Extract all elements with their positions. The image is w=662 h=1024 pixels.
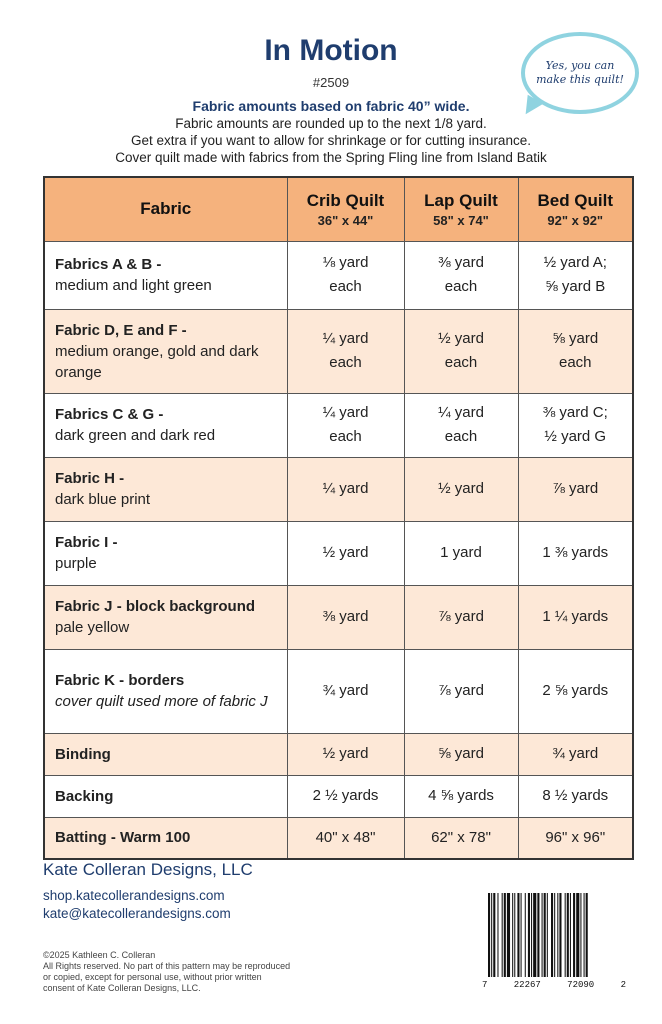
barcode-bar [559, 893, 561, 977]
amount-text: ¼ yard [322, 480, 369, 497]
amount-cell-bed [518, 775, 633, 817]
amount-cell-crib [287, 775, 404, 817]
fabric-name-cell [44, 309, 287, 393]
table-row [44, 817, 633, 859]
amount-text: ½ yard [438, 330, 484, 347]
amount-text: ½ yard [322, 544, 369, 561]
amount-text: ⅜ yard C; [542, 404, 608, 421]
fabric-description: pale yellow [55, 619, 130, 636]
amount-text: ½ yard G [544, 428, 607, 445]
barcode-bar [554, 893, 555, 977]
amount-cell-bed [518, 393, 633, 457]
amount-text: ⅝ yard B [545, 278, 606, 295]
amount-text: 4 ⅝ yards [428, 787, 494, 804]
amount-text: ⅞ yard [438, 608, 484, 625]
amount-text: 62" x 78" [431, 828, 491, 846]
barcode-bar [504, 893, 506, 977]
table-row [44, 521, 633, 585]
amount-cell-bed [518, 585, 633, 649]
amount-cell-bed [518, 241, 633, 309]
fabric-name-cell [44, 521, 287, 585]
barcode-bar [565, 893, 566, 977]
fabric-description: cover quilt used more of fabric J [55, 693, 268, 710]
fabric-description: purple [55, 555, 97, 572]
amount-text: ⅝ yard [438, 745, 484, 762]
amount-cell-lap [404, 457, 518, 521]
fabric-name-cell [44, 393, 287, 457]
amount-text: each [329, 278, 362, 295]
column-header-bed: Bed Quilt 92" x 92" [518, 177, 633, 241]
website-link[interactable]: shop.katecollerandesigns.com [43, 888, 225, 903]
fabric-name: Backing [55, 787, 114, 805]
table-header-row [44, 177, 633, 241]
barcode-bar [514, 893, 515, 977]
amount-text: ¼ yard [322, 330, 369, 347]
amount-text: ½ yard A; [543, 254, 607, 271]
amount-text: ⅛ yard [322, 254, 369, 271]
amount-cell-lap [404, 733, 518, 775]
fabric-name-cell [44, 733, 287, 775]
fabric-description: dark green and dark red [55, 427, 216, 444]
intro-line: Cover quilt made with fabrics from the Spring Fling line from Island Batik [115, 150, 547, 165]
amount-text: ¾ yard [322, 682, 369, 699]
column-header-fabric: Fabric [44, 177, 287, 241]
barcode-bar [521, 893, 522, 977]
amount-cell-bed [518, 521, 633, 585]
table-row [44, 457, 633, 521]
intro-line: Fabric amounts are rounded up to the next 1/8 yard. [175, 116, 487, 131]
intro-line: Get extra if you want to allow for shrinkage or for cutting insurance. [131, 133, 531, 148]
amount-cell-lap [404, 775, 518, 817]
amount-cell-crib [287, 241, 404, 309]
barcode-bar [512, 893, 513, 977]
amount-text: ¾ yard [552, 745, 599, 762]
amount-cell-crib [287, 393, 404, 457]
fabric-name: Fabrics C & G - [55, 406, 164, 423]
table-row [44, 775, 633, 817]
barcode-bar [488, 893, 490, 977]
amount-text: each [444, 428, 478, 445]
amount-cell-crib [287, 521, 404, 585]
barcode-bar [531, 893, 532, 977]
fabric-name-cell [44, 457, 287, 521]
table-row [44, 393, 633, 457]
amount-text: ¼ yard [438, 404, 484, 421]
fabric-name: Fabric D, E and F - [55, 321, 187, 339]
intro-text [0, 98, 662, 166]
barcode-bar [573, 893, 575, 977]
fabric-name-cell [44, 649, 287, 733]
barcode-bar [502, 893, 503, 977]
amount-cell-crib [287, 649, 404, 733]
amount-text: each [444, 278, 478, 295]
amount-text: each [329, 354, 362, 371]
fabric-description: dark blue print [55, 491, 151, 508]
amount-cell-lap [404, 585, 518, 649]
amount-cell-crib [287, 817, 404, 859]
amount-text: ⅝ yard [552, 330, 599, 347]
amount-cell-lap [404, 309, 518, 393]
amount-cell-lap [404, 521, 518, 585]
amount-cell-lap [404, 817, 518, 859]
amount-cell-lap [404, 241, 518, 309]
amount-text: ¼ yard [322, 404, 369, 421]
table-row [44, 733, 633, 775]
amount-cell-lap [404, 393, 518, 457]
bubble-line-2: make this quilt! [536, 73, 624, 86]
table-row [44, 309, 633, 393]
fabric-name-cell [44, 817, 287, 859]
amount-text: ½ yard [438, 480, 484, 497]
fabric-name: Fabrics A & B - [55, 256, 162, 273]
amount-text: 96" x 96" [545, 828, 606, 846]
amount-cell-crib [287, 733, 404, 775]
table-row [44, 585, 633, 649]
barcode-bar [525, 893, 526, 977]
amount-text: 8 ½ yards [542, 787, 609, 804]
barcode-bar [497, 893, 498, 977]
amount-cell-crib [287, 585, 404, 649]
amount-text: 2 ½ yards [312, 787, 379, 804]
fabric-name-cell [44, 241, 287, 309]
page-title: In Motion [264, 34, 398, 67]
bubble-line-1: Yes, you can [545, 59, 615, 72]
barcode-bar [567, 893, 569, 977]
amount-cell-bed [518, 457, 633, 521]
email-link[interactable]: kate@katecollerandesigns.com [43, 906, 231, 921]
amount-cell-lap [404, 649, 518, 733]
amount-text: 1 ¼ yards [542, 608, 609, 625]
amount-text: 2 ⅝ yards [542, 682, 609, 699]
fabric-name: Fabric I - [55, 534, 118, 551]
fabric-name: Fabric J - block background [55, 598, 256, 615]
barcode-bar [580, 893, 581, 977]
amount-text: 40" x 48" [315, 828, 376, 846]
company-name: Kate Colleran Designs, LLC [43, 860, 253, 879]
amount-text: 1 ⅜ yards [542, 544, 609, 561]
fabric-name-cell [44, 585, 287, 649]
fabric-name-cell [44, 775, 287, 817]
barcode-bar [542, 893, 543, 977]
barcode-bar [533, 893, 536, 977]
fabric-name: Fabric K - borders [55, 672, 185, 689]
amount-text: each [444, 354, 478, 371]
barcode-bars [482, 893, 626, 977]
amount-text: ½ yard [322, 745, 369, 762]
table-row [44, 649, 633, 733]
barcode-bar [491, 893, 492, 977]
amount-cell-bed [518, 733, 633, 775]
barcode-bar [493, 893, 495, 977]
column-header-lap: Lap Quilt 58" x 74" [404, 177, 518, 241]
fabric-name: Fabric H - [55, 470, 125, 487]
amount-text: ⅞ yard [552, 480, 599, 497]
fabric-name: Binding [55, 745, 111, 763]
amount-text: 1 yard [440, 544, 482, 561]
amount-text: ⅜ yard [438, 254, 484, 271]
barcode-bar [586, 893, 588, 977]
barcode-bar [517, 893, 519, 977]
amount-text: each [558, 354, 592, 371]
barcode-bar [544, 893, 546, 977]
barcode-bar [576, 893, 579, 977]
fabric-requirements-table [43, 176, 634, 860]
barcode-bar [537, 893, 539, 977]
barcode-digits: 7 22267 72090 2 [482, 980, 626, 990]
amount-cell-bed [518, 817, 633, 859]
amount-cell-crib [287, 457, 404, 521]
barcode-bar [570, 893, 571, 977]
fabric-name: Batting - Warm 100 [55, 829, 191, 847]
barcode-bar [557, 893, 558, 977]
amount-cell-crib [287, 309, 404, 393]
table-row [44, 241, 633, 309]
copyright-notice: ©2025 Kathleen C. Colleran All Rights reserved. No part of this pattern may be reproduced or copied, except for personal use, without prior written consent of Kate Colleran Designs, LLC. [43, 950, 291, 993]
barcode-bar [547, 893, 548, 977]
fabric-description: medium and light green [55, 277, 212, 294]
amount-cell-bed [518, 309, 633, 393]
barcode-bar [507, 893, 510, 977]
amount-text: ⅜ yard [322, 608, 369, 625]
barcode-bar [584, 893, 585, 977]
pattern-number: #2509 [312, 75, 350, 90]
amount-cell-bed [518, 649, 633, 733]
barcode-bar [551, 893, 553, 977]
intro-bold-line: Fabric amounts based on fabric 40” wide. [192, 98, 470, 114]
barcode-bar [528, 893, 530, 977]
fabric-description: medium orange, gold and dark orange [55, 342, 259, 381]
amount-text: each [329, 428, 362, 445]
column-header-crib: Crib Quilt 36" x 44" [287, 177, 404, 241]
amount-text: ⅞ yard [438, 682, 484, 699]
